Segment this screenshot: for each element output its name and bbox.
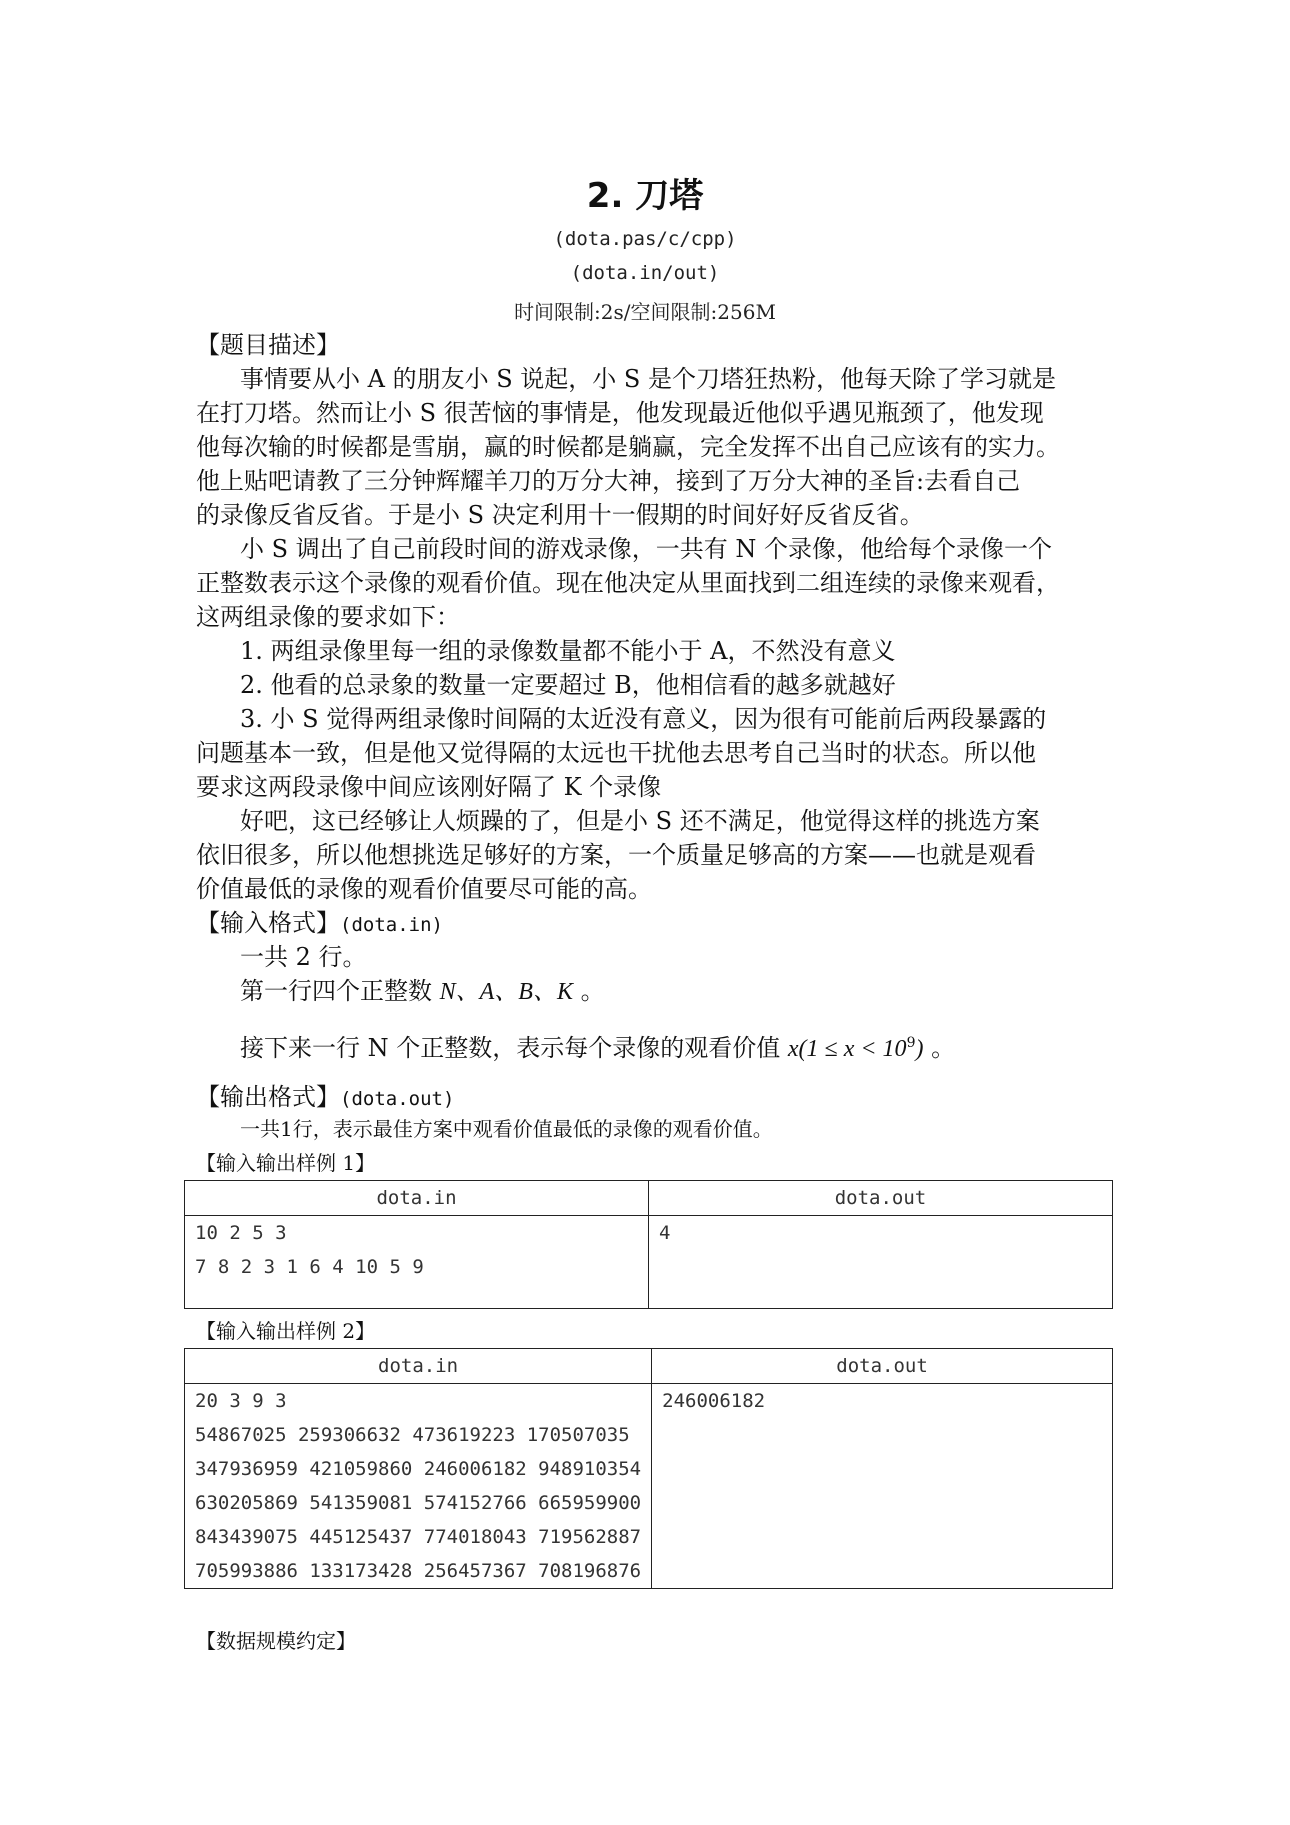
table-row xyxy=(185,1216,1113,1309)
sample2-output-cell xyxy=(652,1384,1113,1589)
description-line: 依旧很多，所以他想挑选足够好的方案，一个质量足够高的方案——也就是观看 xyxy=(196,841,1036,869)
description-line: 好吧，这已经够让人烦躁的了，但是小 S 还不满足，他觉得这样的挑选方案 xyxy=(240,807,1040,835)
sample1-heading: 【输入输出样例 1】 xyxy=(196,1151,376,1175)
description-line: 价值最低的录像的观看价值要尽可能的高。 xyxy=(196,875,652,903)
description-line: 事情要从小 A 的朋友小 S 说起，小 S 是个刀塔狂热粉，他每天除了学习就是 xyxy=(240,365,1056,393)
output-format-title: 【输出格式】 xyxy=(196,1083,340,1111)
value-range-close: ) xyxy=(915,1036,924,1062)
input-format-file: (dota.in) xyxy=(340,914,443,936)
table-row xyxy=(185,1384,1113,1589)
input-line3-suffix: 。 xyxy=(923,1034,956,1062)
description-line: 的录像反省反省。于是小 S 决定利用十一假期的时间好好反省反省。 xyxy=(196,501,924,529)
table-header-row xyxy=(185,1349,1113,1384)
sample-input-line: 630205869 541359081 574152766 665959900 xyxy=(195,1492,642,1514)
input-variables: N、A、B、K xyxy=(439,979,573,1005)
sample-output-line: 246006182 xyxy=(662,1390,766,1412)
sample2-input-cell xyxy=(185,1384,652,1589)
limits: 时间限制:2s/空间限制:256M xyxy=(514,300,776,324)
input-format-line2 xyxy=(240,974,1100,1009)
requirement-3: 3. 小 S 觉得两组录像时间隔的太近没有意义，因为很有可能前后两段暴露的 xyxy=(240,705,1047,733)
sample-input-line: 7 8 2 3 1 6 4 10 5 9 xyxy=(195,1256,424,1278)
description-line: 这两组录像的要求如下： xyxy=(196,603,460,631)
input-line2-suffix: 。 xyxy=(572,977,605,1005)
input-format-heading xyxy=(196,906,1100,942)
sample-input-line: 705993886 133173428 256457367 708196876 xyxy=(195,1560,642,1582)
io-files: (dota.in/out) xyxy=(570,262,720,284)
description-heading: 【题目描述】 xyxy=(196,331,340,359)
sample-input-line: 10 2 5 3 xyxy=(195,1222,287,1244)
sample-input-line: 20 3 9 3 xyxy=(195,1390,287,1412)
value-range-exponent: 9 xyxy=(906,1035,916,1051)
sample-input-line: 54867025 259306632 473619223 170507035 xyxy=(195,1424,630,1446)
input-format-line3 xyxy=(240,1026,1100,1066)
sample1-output-header: dota.out xyxy=(649,1181,1113,1216)
sample-output-line: 4 xyxy=(659,1222,671,1244)
data-scale-heading: 【数据规模约定】 xyxy=(196,1629,356,1653)
description-line: 小 S 调出了自己前段时间的游戏录像，一共有 N 个录像，他给每个录像一个 xyxy=(240,535,1052,563)
output-format-line1: 一共1行，表示最佳方案中观看价值最低的录像的观看价值。 xyxy=(240,1117,773,1141)
source-files: (dota.pas/c/cpp) xyxy=(553,228,737,250)
input-format-title: 【输入格式】 xyxy=(196,909,340,937)
sample-input-line: 347936959 421059860 246006182 948910354 xyxy=(195,1458,642,1480)
description-line: 在打刀塔。然而让小 S 很苦恼的事情是，他发现最近他似乎遇见瓶颈了，他发现 xyxy=(196,399,1044,427)
description-line: 正整数表示这个录像的观看价值。现在他决定从里面找到二组连续的录像来观看， xyxy=(196,569,1060,597)
description-line: 他上贴吧请教了三分钟辉耀羊刀的万分大神，接到了万分大神的圣旨:去看自己 xyxy=(196,467,1021,495)
output-format-file: (dota.out) xyxy=(340,1088,455,1110)
sample1-input-header: dota.in xyxy=(185,1181,649,1216)
input-format-line1: 一共 2 行。 xyxy=(240,943,367,971)
description-line: 他每次输的时候都是雪崩，赢的时候都是躺赢，完全发挥不出自己应该有的实力。 xyxy=(196,433,1060,461)
output-format-heading xyxy=(196,1080,1100,1116)
sample1-output-cell xyxy=(649,1216,1113,1309)
input-line2-prefix: 第一行四个正整数 xyxy=(240,977,440,1005)
sample2-output-header: dota.out xyxy=(652,1349,1113,1384)
sample2-heading: 【输入输出样例 2】 xyxy=(196,1319,376,1343)
requirement-1: 1. 两组录像里每一组的录像数量都不能小于 A，不然没有意义 xyxy=(240,637,896,665)
description-line: 要求这两段录像中间应该刚好隔了 K 个录像 xyxy=(196,773,662,801)
value-range-math: x(1 ≤ x < 10 xyxy=(787,1036,907,1062)
page-title: 2. 刀塔 xyxy=(586,176,704,216)
table-header-row xyxy=(185,1181,1113,1216)
sample-input-line: 843439075 445125437 774018043 719562887 xyxy=(195,1526,642,1548)
description-line: 问题基本一致，但是他又觉得隔的太远也干扰他去思考自己当时的状态。所以他 xyxy=(196,739,1036,767)
input-line3-prefix: 接下来一行 N 个正整数，表示每个录像的观看价值 xyxy=(240,1034,788,1062)
sample1-table xyxy=(184,1180,1113,1309)
sample2-input-header: dota.in xyxy=(185,1349,652,1384)
requirement-2: 2. 他看的总录象的数量一定要超过 B，他相信看的越多就越好 xyxy=(240,671,896,699)
sample2-table xyxy=(184,1348,1113,1589)
sample1-input-cell xyxy=(185,1216,649,1309)
